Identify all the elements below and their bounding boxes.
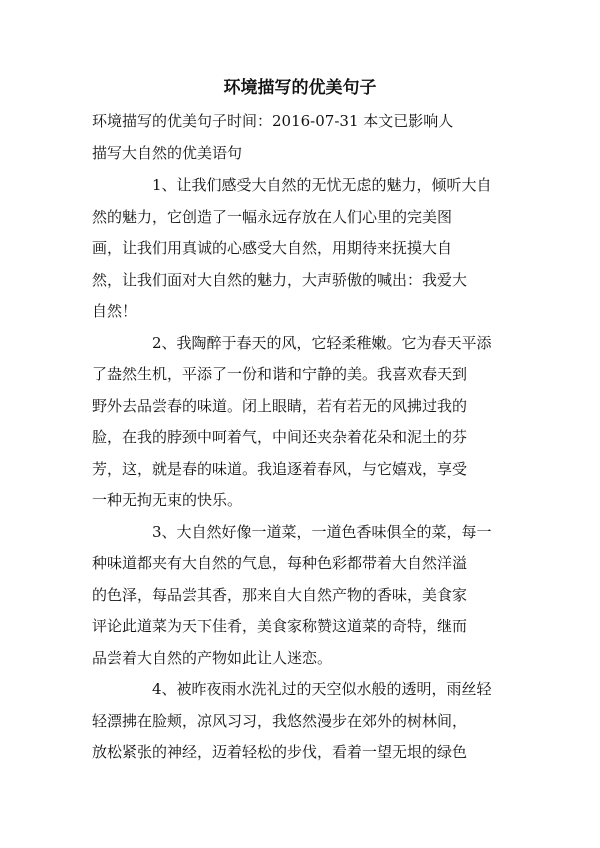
paragraph-line: 轻漂拂在脸颊，凉风习习，我悠然漫步在郊外的树林间，	[92, 711, 468, 730]
paragraph-line: 芳，这，就是春的味道。我追逐着春风，与它嬉戏，享受	[92, 459, 468, 478]
paragraph-line: 种味道都夹有大自然的气息，每种色彩都带着大自然洋溢	[92, 554, 468, 572]
paragraph-2	[92, 328, 512, 517]
document-title: 环境描写的优美句子	[223, 78, 377, 98]
paragraph-line: 3、大自然好像一道菜，一道色香味俱全的菜，每一	[152, 522, 492, 541]
paragraph-3	[92, 517, 512, 675]
document-meta: 环境描写的优美句子时间：2016-07-31 本文已影响人	[92, 112, 454, 130]
paragraph-line: 1、让我们感受大自然的无忧无虑的魅力，倾听大自	[152, 176, 492, 194]
paragraph-line: 放松紧张的神经，迈着轻松的步伐，看着一望无垠的绿色	[92, 743, 468, 761]
paragraph-line: 然，让我们面对大自然的魅力，大声骄傲的喊出：我爱大	[92, 270, 468, 289]
paragraph-line: 品尝着大自然的产物如此让人迷恋。	[92, 648, 333, 667]
paragraph-line: 脸，在我的脖颈中呵着气，中间还夹杂着花朵和泥土的芬	[92, 428, 468, 446]
paragraph-line: 自然！	[92, 302, 138, 320]
paragraph-line: 2、我陶醉于春天的风，它轻柔稚嫩。它为春天平添	[152, 333, 492, 352]
paragraph-line: 的色泽，每品尝其香，那来自大自然产物的香味，美食家	[92, 585, 468, 604]
paragraph-line: 4、被昨夜雨水洗礼过的天空似水般的透明，雨丝轻	[152, 680, 492, 698]
paragraph-1	[92, 170, 512, 328]
paragraph-line: 了盎然生机，平添了一份和谐和宁静的美。我喜欢春天到	[92, 365, 468, 383]
paragraph-line: 评论此道菜为天下佳肴，美食家称赞这道菜的奇特，继而	[92, 617, 468, 635]
section-heading: 描写大自然的优美语句	[92, 144, 243, 162]
paragraph-line: 画，让我们用真诚的心感受大自然，用期待来抚摸大自	[92, 239, 453, 257]
paragraph-line: 野外去品尝春的味道。闭上眼睛，若有若无的风拂过我的	[92, 396, 468, 415]
paragraph-line: 一种无拘无束的快乐。	[92, 491, 243, 509]
paragraph-4	[92, 674, 512, 769]
paragraph-line: 然的魅力，它创造了一幅永远存放在人们心里的完美图	[92, 207, 453, 226]
document-body	[92, 170, 512, 769]
